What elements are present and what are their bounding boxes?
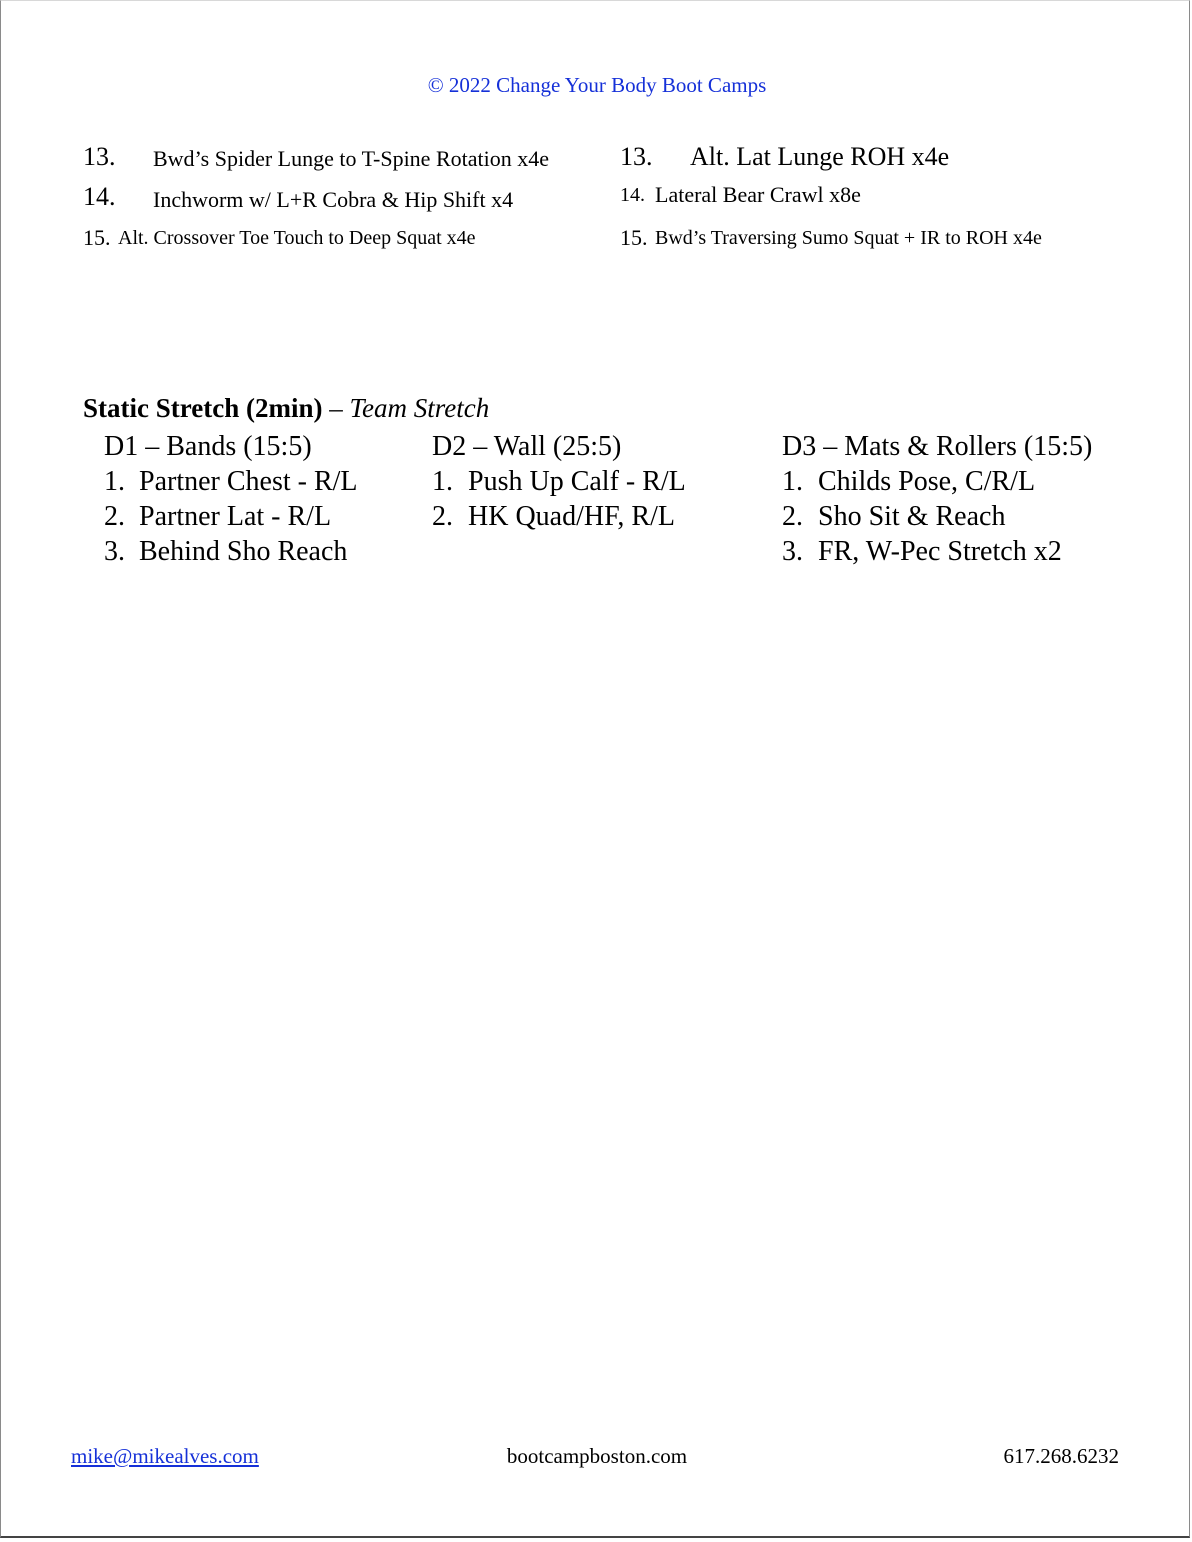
warmup-left-13-number: 13. [83,142,116,171]
warmup-right-15-number: 15. [620,225,648,250]
warmup-left-13-text: Bwd’s Spider Lunge to T-Spine Rotation x4e [153,146,549,171]
email-link[interactable]: mike@mikealves.com [71,1444,259,1468]
copyright-header: © 2022 Change Your Body Boot Camps [427,73,767,97]
d2-item-1-number: 1. [432,466,453,497]
d3-item-1-text: Childs Pose, C/R/L [818,466,1036,497]
title-dash: – [322,393,350,423]
warmup-left-14-text: Inchworm w/ L+R Cobra & Hip Shift x4 [153,187,514,212]
footer-website: bootcampboston.com [506,1444,688,1468]
d3-item-1-number: 1. [782,466,803,497]
d1-item-3-text: Behind Sho Reach [139,536,348,567]
warmup-right-15-text: Bwd’s Traversing Sumo Squat + IR to ROH x4e [655,227,1042,249]
d1-item-1-number: 1. [104,466,125,497]
d2-item-2-text: HK Quad/HF, R/L [468,501,675,532]
warmup-right-14-number: 14. [620,184,645,206]
footer-phone: 617.268.6232 [1003,1444,1119,1468]
static-stretch-label: Static Stretch (2min) [83,393,323,423]
d2-item-2-number: 2. [432,501,453,532]
d1-item-2-number: 2. [104,501,125,532]
warmup-right-14-text: Lateral Bear Crawl x8e [655,182,861,207]
d3-item-2-number: 2. [782,501,803,532]
static-stretch-subtitle: Team Stretch [349,393,490,423]
d2-heading: D2 – Wall (25:5) [432,431,622,462]
warmup-right-13-text: Alt. Lat Lunge ROH x4e [690,142,950,171]
d3-item-3-number: 3. [782,536,803,567]
d1-heading: D1 – Bands (15:5) [104,431,312,462]
d1-item-1-text: Partner Chest - R/L [139,466,358,497]
d1-item-2-text: Partner Lat - R/L [139,501,332,532]
d1-item-3-number: 3. [104,536,125,567]
static-stretch-title [83,393,489,424]
warmup-left-14-number: 14. [83,182,116,211]
d3-heading: D3 – Mats & Rollers (15:5) [782,431,1093,462]
d3-item-2-text: Sho Sit & Reach [818,501,1006,532]
warmup-left-15-number: 15. [83,225,111,250]
warmup-right-13-number: 13. [620,142,653,171]
warmup-left-15-text: Alt. Crossover Toe Touch to Deep Squat x4e [118,227,476,249]
d2-item-1-text: Push Up Calf - R/L [468,466,686,497]
d3-item-3-text: FR, W-Pec Stretch x2 [818,536,1062,567]
